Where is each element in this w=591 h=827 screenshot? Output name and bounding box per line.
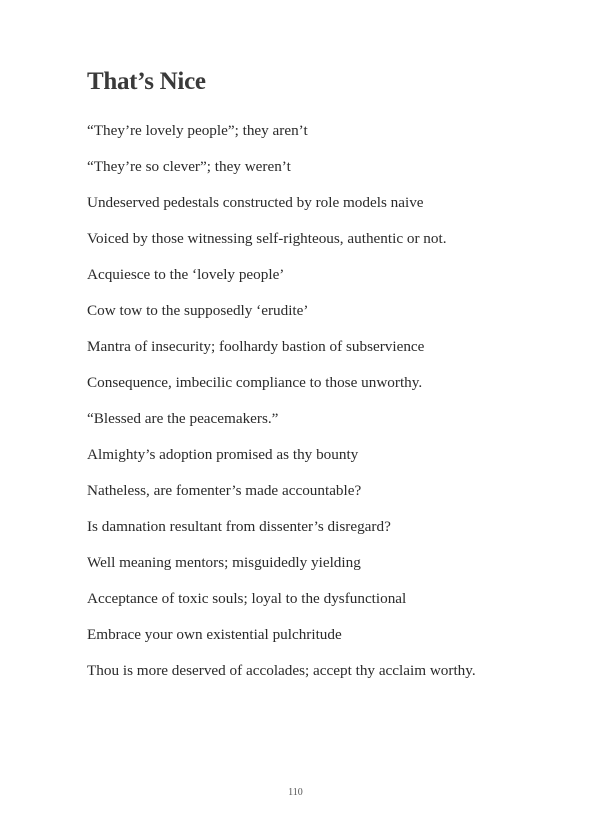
poem-line: Almighty’s adoption promised as thy bounty xyxy=(87,446,359,463)
poem-line: Acquiesce to the ‘lovely people’ xyxy=(87,266,285,283)
page-number: 110 xyxy=(288,787,303,798)
poem-line: Is damnation resultant from dissenter’s disregard? xyxy=(87,518,391,535)
poem-line: Natheless, are fomenter’s made accountable? xyxy=(87,482,362,499)
poem-line: “Blessed are the peacemakers.” xyxy=(87,410,279,427)
poem-line: Thou is more deserved of accolades; accept thy acclaim worthy. xyxy=(87,662,476,679)
poem-line: Well meaning mentors; misguidedly yielding xyxy=(87,554,361,571)
poem-lines xyxy=(87,121,498,699)
poem-line: Cow tow to the supposedly ‘erudite’ xyxy=(87,302,309,319)
poem-line: Mantra of insecurity; foolhardy bastion of subservience xyxy=(87,338,425,355)
poem-line: “They’re lovely people”; they aren’t xyxy=(87,122,308,139)
poem-line: Embrace your own existential pulchritude xyxy=(87,626,342,643)
poem-line: Consequence, imbecilic compliance to those unworthy. xyxy=(87,374,423,391)
poem-line: “They’re so clever”; they weren’t xyxy=(87,158,291,175)
poem-title: That’s Nice xyxy=(87,68,206,95)
poem-line: Voiced by those witnessing self-righteous, authentic or not. xyxy=(87,230,447,247)
poem-line: Acceptance of toxic souls; loyal to the dysfunctional xyxy=(87,590,407,607)
poem-line: Undeserved pedestals constructed by role models naive xyxy=(87,194,424,211)
